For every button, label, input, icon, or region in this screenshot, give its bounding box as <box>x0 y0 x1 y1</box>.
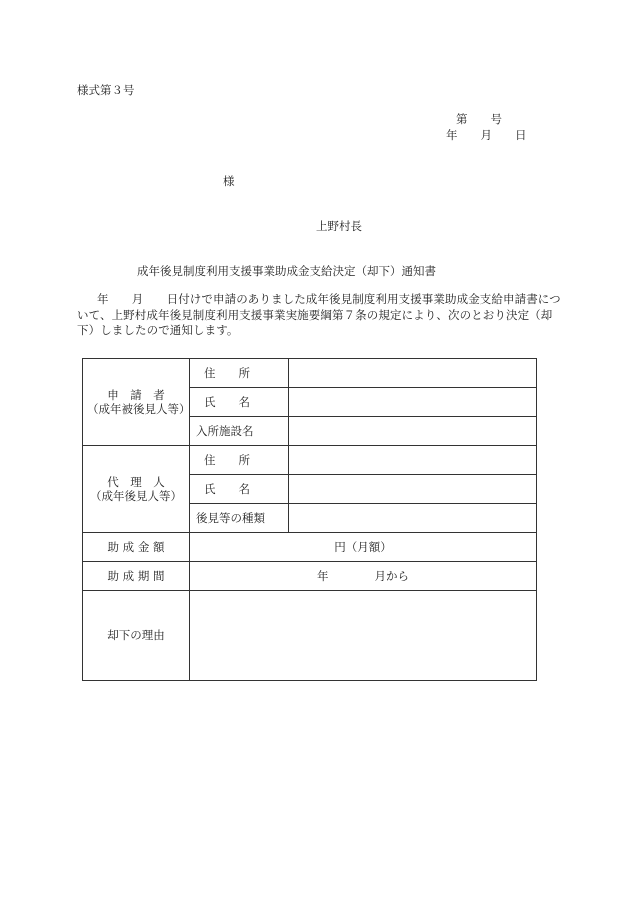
applicant-sublabel: （成年被後見人等） <box>87 402 191 416</box>
guardian-type-label: 後見等の種類 <box>190 504 289 533</box>
reason-label: 却下の理由 <box>83 591 190 681</box>
applicant-label-cell <box>83 359 190 446</box>
facility-label: 入所施設名 <box>190 417 289 446</box>
applicant-address-field[interactable] <box>289 359 537 388</box>
period-value[interactable]: 年 月から <box>190 562 537 591</box>
applicant-name-field[interactable] <box>289 388 537 417</box>
agent-label: 代 理 人 <box>107 474 165 489</box>
period-label: 助 成 期 間 <box>83 562 190 591</box>
reason-field[interactable] <box>190 591 537 681</box>
agent-address-label: 住 所 <box>190 446 289 475</box>
applicant-label: 申 請 者 <box>107 387 165 402</box>
amount-value[interactable]: 円（月額） <box>190 533 537 562</box>
agent-address-field[interactable] <box>289 446 537 475</box>
sender-name: 上野村長 <box>316 219 362 233</box>
facility-field[interactable] <box>289 417 537 446</box>
agent-sublabel: （成年後見人等） <box>90 489 182 503</box>
agent-name-label: 氏 名 <box>190 475 289 504</box>
body-paragraph: 年 月 日付けで申請のありました成年後見制度利用支援事業助成金支給申請書について、上野村成年後見制度利用支援事業実施要綱第７条の規定により、次のとおり決定（却下）しましたので通知します。 <box>77 292 561 337</box>
amount-label: 助 成 金 額 <box>83 533 190 562</box>
applicant-address-label: 住 所 <box>190 359 289 388</box>
issue-date: 年 月 日 <box>446 128 527 142</box>
document-number: 第 号 <box>456 112 502 126</box>
form-number: 様式第３号 <box>77 83 135 97</box>
guardian-type-field[interactable] <box>289 504 537 533</box>
decision-table <box>82 358 537 681</box>
applicant-name-label: 氏 名 <box>190 388 289 417</box>
document-title: 成年後見制度利用支援事業助成金支給決定（却下）通知書 <box>137 264 436 278</box>
addressee-suffix: 様 <box>223 174 235 188</box>
agent-label-cell <box>83 446 190 533</box>
agent-name-field[interactable] <box>289 475 537 504</box>
